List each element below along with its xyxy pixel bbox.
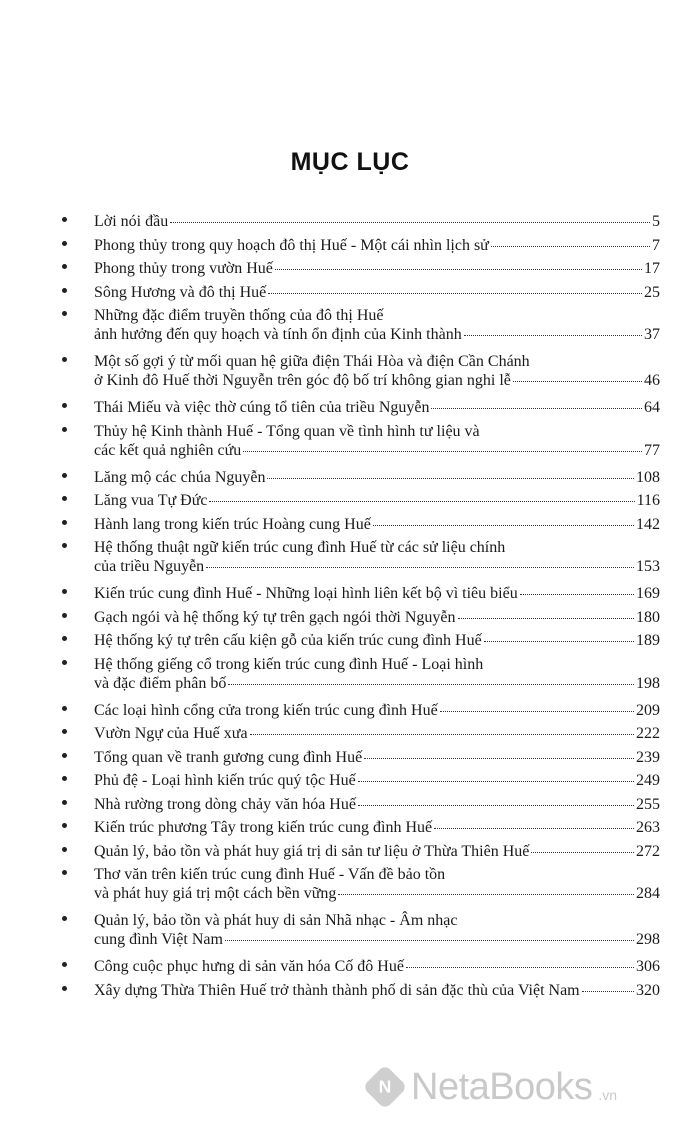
bullet-icon: [62, 847, 67, 852]
toc-page-number: 108: [636, 468, 660, 486]
bullet-icon: [62, 962, 67, 967]
toc-page-number: 46: [644, 372, 660, 389]
toc-entry: [60, 957, 660, 981]
toc-entry: [60, 771, 660, 795]
toc-entry-title: Phong thủy trong quy hoạch đô thị Huế - Một cái nhìn lịch sử: [94, 236, 489, 254]
dot-leader: [434, 827, 634, 829]
toc-page-number: 306: [636, 958, 660, 975]
dot-leader: [268, 292, 642, 294]
toc-entry-title: Phủ đệ - Loại hình kiến trúc quý tộc Huế: [94, 772, 356, 789]
toc-entry: [60, 306, 660, 352]
toc-entry: [60, 491, 660, 515]
toc-entry: [60, 842, 660, 866]
bullet-icon: [62, 403, 67, 408]
toc-entry: [60, 538, 660, 584]
bullet-icon: [62, 660, 67, 665]
toc-entry: [60, 795, 660, 819]
toc-page-number: 239: [636, 748, 660, 766]
toc-entry-title: Sông Hương và đô thị Huế: [94, 283, 267, 301]
toc-page-number: 198: [636, 674, 660, 692]
toc-page-number: 209: [636, 701, 660, 719]
toc-entry: [60, 865, 660, 911]
toc-page-number: 189: [636, 632, 660, 649]
toc-entry: [60, 981, 660, 1005]
toc-entry-title: ở Kinh đô Huế thời Nguyễn trên góc độ bố trí không gian nghi lễ: [94, 372, 511, 389]
toc-entry-title-line1: Những đặc điểm truyền thống của đô thị Huế: [94, 307, 384, 324]
toc-entry-title: Nhà rường trong dòng chảy văn hóa Huế: [94, 795, 356, 813]
toc-entry-title: cung đình Việt Nam: [94, 931, 223, 948]
bullet-icon: [62, 520, 67, 525]
toc-entry: [60, 655, 660, 701]
bullet-icon: [62, 264, 67, 269]
dot-leader: [484, 640, 634, 642]
toc-entry: [60, 631, 660, 655]
toc-entry-title: Vườn Ngự của Huế xưa: [94, 725, 248, 742]
toc-page-number: 7: [652, 236, 660, 254]
toc-page-number: 263: [636, 819, 660, 836]
dot-leader: [206, 566, 634, 568]
bullet-icon: [62, 776, 67, 781]
toc-entry-title: Hành lang trong kiến trúc Hoàng cung Huế: [94, 515, 371, 533]
toc-page-number: 180: [636, 608, 660, 626]
toc-entry-title: Các loại hình cổng cửa trong kiến trúc cung đình Huế: [94, 701, 438, 719]
toc-entry-title: Gạch ngói và hệ thống ký tự trên gạch ngói thời Nguyễn: [94, 608, 456, 626]
netabooks-logo-icon: N: [362, 1064, 407, 1109]
toc-entry-title: Lăng vua Tự Đức: [94, 492, 208, 509]
toc-page-number: 142: [636, 515, 660, 533]
toc-entry: [60, 422, 660, 468]
toc-entry-title: ảnh hưởng đến quy hoạch và tính ổn định của Kinh thành: [94, 326, 462, 343]
bullet-icon: [62, 543, 67, 548]
toc-entry-title: và phát huy giá trị một cách bền vững: [94, 885, 337, 902]
toc-page-number: 153: [636, 558, 660, 575]
toc-page-number: 169: [636, 585, 660, 602]
toc-entry-title: của triều Nguyễn: [94, 558, 205, 575]
toc-entry: [60, 724, 660, 748]
toc-page-number: 284: [636, 885, 660, 902]
toc-entry: [60, 748, 660, 772]
page-title: MỤC LỤC: [290, 148, 410, 176]
bullet-icon: [62, 496, 67, 501]
toc-page-number: 222: [636, 725, 660, 742]
bullet-icon: [62, 311, 67, 316]
dot-leader: [491, 245, 650, 247]
toc-page-number: 320: [636, 981, 660, 999]
bullet-icon: [62, 613, 67, 618]
toc-entry: [60, 398, 660, 422]
table-of-contents: [60, 212, 660, 1004]
dot-leader: [338, 893, 634, 895]
dot-leader: [170, 221, 650, 223]
dot-leader: [431, 407, 642, 409]
bullet-icon: [62, 823, 67, 828]
bullet-icon: [62, 217, 67, 222]
dot-leader: [513, 380, 642, 382]
bullet-icon: [62, 706, 67, 711]
toc-entry-title-line1: Thủy hệ Kinh thành Huế - Tổng quan về tình hình tư liệu và: [94, 422, 480, 440]
toc-entry-title-line1: Quản lý, bảo tồn và phát huy di sản Nhã nhạc - Âm nhạc: [94, 912, 458, 929]
dot-leader: [250, 733, 634, 735]
watermark: [365, 1063, 617, 1111]
toc-entry-title: Lăng mộ các chúa Nguyễn: [94, 468, 266, 486]
dot-leader: [464, 334, 642, 336]
toc-entry-title: Hệ thống ký tự trên cấu kiện gỗ của kiến trúc cung đình Huế: [94, 632, 482, 649]
toc-entry-title: Kiến trúc phương Tây trong kiến trúc cung đình Huế: [94, 819, 433, 836]
dot-leader: [458, 617, 635, 619]
bullet-icon: [62, 729, 67, 734]
toc-entry-title: Lời nói đầu: [94, 213, 169, 230]
toc-page-number: 5: [652, 213, 660, 230]
toc-entry: [60, 283, 660, 307]
bullet-icon: [62, 473, 67, 478]
bullet-icon: [62, 986, 67, 991]
toc-entry-title-line1: Hệ thống giếng cổ trong kiến trúc cung đình Huế - Loại hình: [94, 655, 484, 673]
bullet-icon: [62, 589, 67, 594]
bullet-icon: [62, 357, 67, 362]
watermark-domain: .vn: [598, 1087, 618, 1103]
bullet-icon: [62, 753, 67, 758]
dot-leader: [275, 268, 642, 270]
toc-entry-title: các kết quả nghiên cứu: [94, 441, 242, 459]
bullet-icon: [62, 288, 67, 293]
toc-entry: [60, 236, 660, 260]
dot-leader: [520, 593, 634, 595]
bullet-icon: [62, 636, 67, 641]
toc-entry: [60, 468, 660, 492]
toc-entry: [60, 259, 660, 283]
toc-entry-title: Thái Miếu và việc thờ cúng tổ tiên của triều Nguyễn: [94, 399, 430, 416]
dot-leader: [406, 966, 634, 968]
toc-entry-title: Công cuộc phục hưng di sản văn hóa Cố đô Huế: [94, 958, 404, 975]
dot-leader: [228, 683, 634, 685]
toc-page-number: 298: [636, 931, 660, 948]
toc-entry-title: và đặc điểm phân bố: [94, 674, 227, 692]
bullet-icon: [62, 800, 67, 805]
bullet-icon: [62, 241, 67, 246]
dot-leader: [373, 524, 634, 526]
toc-entry-title-line1: Hệ thống thuật ngữ kiến trúc cung đình Huế từ các sử liệu chính: [94, 539, 506, 556]
watermark-text: NetaBooks: [411, 1065, 593, 1108]
toc-entry: [60, 212, 660, 236]
dot-leader: [582, 990, 634, 992]
toc-page-number: 272: [636, 842, 660, 860]
dot-leader: [358, 780, 634, 782]
dot-leader: [267, 477, 634, 479]
dot-leader: [209, 500, 634, 502]
toc-page-number: 37: [644, 326, 660, 343]
dot-leader: [225, 939, 634, 941]
toc-entry-title: Phong thủy trong vườn Huế: [94, 260, 273, 277]
toc-page-number: 64: [644, 399, 660, 416]
toc-entry-title: Tổng quan về tranh gương cung đình Huế: [94, 748, 363, 766]
bullet-icon: [62, 427, 67, 432]
dot-leader: [531, 851, 634, 853]
toc-entry: [60, 911, 660, 957]
toc-entry: [60, 701, 660, 725]
toc-entry: [60, 352, 660, 398]
toc-entry: [60, 584, 660, 608]
toc-entry: [60, 818, 660, 842]
dot-leader: [364, 757, 634, 759]
toc-entry-title: Kiến trúc cung đình Huế - Những loại hình liên kết bộ vì tiêu biểu: [94, 585, 518, 602]
toc-entry-title: Xây dựng Thừa Thiên Huế trở thành thành phố di sản đặc thù của Việt Nam: [94, 981, 580, 999]
toc-entry: [60, 608, 660, 632]
bullet-icon: [62, 916, 67, 921]
toc-entry-title-line1: Một số gợi ý từ mối quan hệ giữa điện Thái Hòa và điện Cần Chánh: [94, 353, 530, 370]
toc-page-number: 255: [636, 795, 660, 813]
toc-entry-title: Quản lý, bảo tồn và phát huy giá trị di sản tư liệu ở Thừa Thiên Huế: [94, 842, 530, 860]
toc-page-number: 17: [644, 260, 660, 277]
toc-entry-title-line1: Thơ văn trên kiến trúc cung đình Huế - Vấn đề bảo tồn: [94, 866, 446, 883]
toc-page-number: 116: [636, 492, 660, 509]
dot-leader: [243, 450, 642, 452]
toc-page-number: 249: [636, 772, 660, 789]
toc-page-number: 25: [644, 283, 660, 301]
dot-leader: [440, 710, 634, 712]
toc-page-number: 77: [644, 441, 660, 459]
bullet-icon: [62, 870, 67, 875]
dot-leader: [358, 804, 634, 806]
toc-entry: [60, 515, 660, 539]
